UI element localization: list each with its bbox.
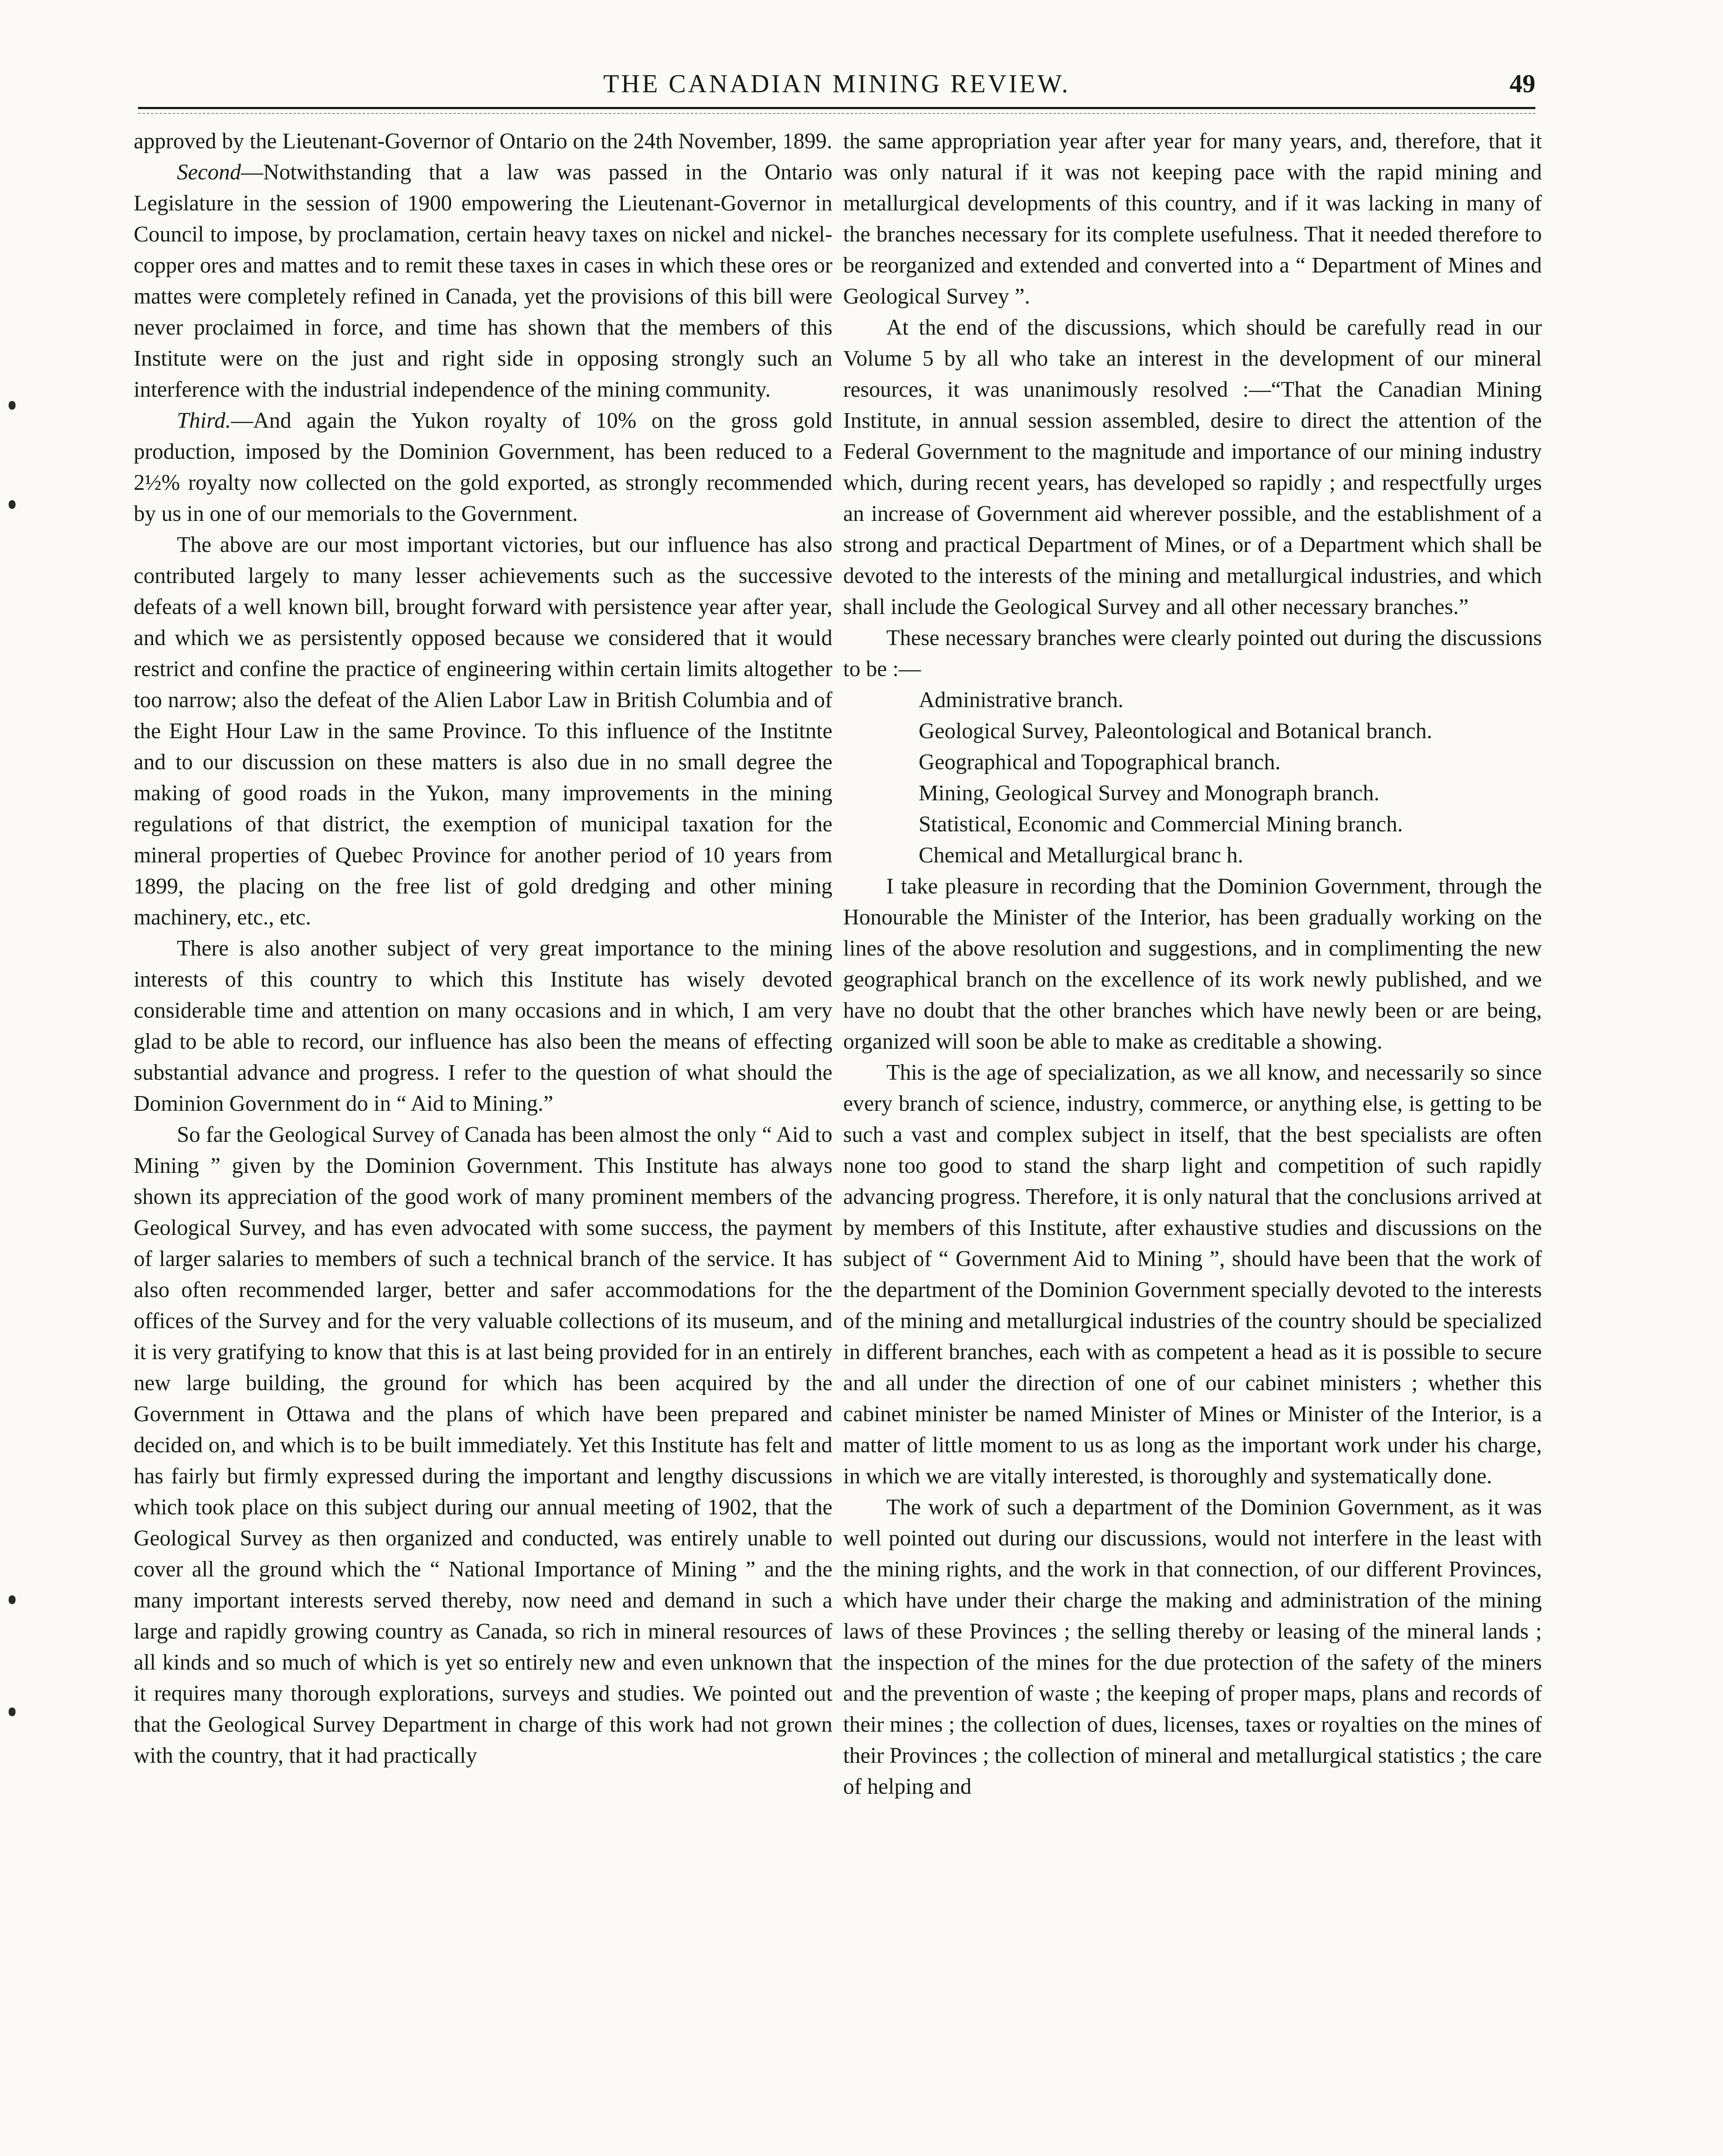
paragraph-text: —And again the Yukon royalty of 10% on the gross gold production, imposed by the Dominion Government, has been reduced to a 2½% royalty now collected on the gold exported, as strongly recommended by us in one of our memorials to the Government. [134, 408, 832, 526]
paragraph [134, 405, 832, 530]
right-column [843, 126, 1542, 1802]
paragraph: The work of such a department of the Dominion Government, as it was well pointed out during our discussions, would not interfere in the least with the mining rights, and the work in that connection, of our different Provinces, which have under their charge the making and administration of the mining laws of these Provinces ; the selling thereby or leasing of the mineral lands ; the inspection of the mines for the due protection of the safety of the miners and the prevention of waste ; the keeping of proper maps, plans and records of their mines ; the collection of dues, licenses, taxes or royalties on the mines of their Provinces ; the collection of mineral and metallurgical statistics ; the care of helping and [843, 1495, 1542, 1799]
branch-item: Geographical and Topographical branch. [919, 750, 1281, 774]
paragraph-text: —Notwithstanding that a law was passed in the Ontario Legislature in the session of 1900 empowering the Lieutenant-Governor in Council to impose, by proclamation, certain heavy taxes on nickel and nickel-copper ores and mattes and to remit these taxes in cases in which these ores or mattes were completely refined in Canada, yet the provisions of this bill were never proclaimed in force, and time has shown that the members of this Institute were on the just and right side in opposing strongly such an interference with the industrial independence of the mining community. [134, 160, 832, 402]
header-rule-thin [138, 113, 1535, 114]
margin-mark [9, 401, 16, 410]
paragraph: These necessary branches were clearly pointed out during the discussions to be :— [843, 626, 1542, 681]
branch-item: Chemical and Metallurgical branc h. [919, 843, 1243, 868]
paragraph-lead: Third. [177, 408, 231, 433]
margin-mark [9, 1708, 16, 1716]
branch-list [843, 685, 1542, 871]
branch-item: Statistical, Economic and Commercial Mining branch. [919, 812, 1403, 837]
paragraph: The above are our most important victories, but our influence has also contributed largely to many lesser achievements such as the successive defeats of a well known bill, brought forward with persistence year after year, and which we as persistently opposed because we considered that it would restrict and confine the practice of engineering within certain limits altogether too narrow; also the defeat of the Alien Labor Law in British Columbia and of the Eight Hour Law in the same Province. To this influence of the Institnte and to our discussion on these matters is also due in no small degree the making of good roads in the Yukon, many improvements in the mining regulations of that district, the exemption of municipal taxation for the mineral properties of Quebec Province for another period of 10 years from 1899, the placing on the free list of gold dredging and other mining machinery, etc., etc. [134, 533, 832, 930]
paragraph: This is the age of specialization, as we all know, and necessarily so since every branch of science, industry, commerce, or anything else, is getting to be such a vast and complex subject in itself, that the best specialists are often none too good to stand the sharp light and competition of such rapidly advancing progress. Therefore, it is only natural that the conclusions arrived at by members of this Institute, after exhaustive studies and discussions on the subject of “ Government Aid to Mining ”, should have been that the work of the department of the Dominion Government specially devoted to the interests of the mining and metallurgical industries of the country should be specialized in different branches, each with as competent a head as it is possible to secure and all under the direction of one of our cabinet ministers ; whether this cabinet minister be named Minister of Mines or Minister of the Interior, is a matter of little moment to us as long as the important work under his charge, in which we are vitally interested, is thoroughly and systematically done. [843, 1060, 1542, 1489]
margin-mark [9, 1595, 16, 1604]
header-rule [138, 107, 1535, 109]
paragraph-lead: Second [177, 160, 241, 185]
branch-item: Mining, Geological Survey and Monograph branch. [919, 781, 1380, 805]
paragraph: the same appropriation year after year for many years, and, therefore, that it was only natural if it was not keeping pace with the rapid mining and metallurgical developments of this country, and if it was lacking in many of the branches necessary for its complete usefulness. That it needed therefore to be reorganized and extended and converted into a “ Department of Mines and Geological Survey ”. [843, 129, 1542, 309]
left-column [134, 126, 832, 1771]
paragraph: There is also another subject of very great importance to the mining interests of this country to which this Institute has wisely devoted considerable time and attention on many occasions and in which, I am very glad to be able to record, our influence has also been the means of effecting substantial advance and progress. I refer to the question of what should the Dominion Government do in “ Aid to Mining.” [134, 936, 832, 1116]
paragraph: I take pleasure in recording that the Dominion Government, through the Honourable the Minister of the Interior, has been gradually working on the lines of the above resolution and suggestions, and in complimenting the new geographical branch on the excellence of its work newly published, and we have no doubt that the other branches which have newly been or are being, organized will soon be able to make as creditable a showing. [843, 874, 1542, 1054]
branch-item: Geological Survey, Paleontological and Botanical branch. [919, 719, 1432, 743]
branch-item: Administrative branch. [919, 688, 1124, 712]
paragraph: So far the Geological Survey of Canada has been almost the only “ Aid to Mining ” given by the Dominion Government. This Institute has always shown its appreciation of the good work of many prominent members of the Geological Survey, and has even advocated with some success, the payment of larger salaries to members of such a technical branch of the service. It has also often recommended larger, better and safer accommodations for the offices of the Survey and for the very valuable collections of its museum, and it is very gratifying to know that this is at last being provided for in an entirely new large building, the ground for which has been acquired by the Government in Ottawa and the plans of which have been prepared and decided on, and which is to be built immediately. Yet this Institute has felt and has fairly but firmly expressed during the important and lengthy discussions which took place on this subject during our annual meeting of 1902, that the Geological Survey as then organized and conducted, was entirely unable to cover all the ground which the “ National Importance of Mining ” and the many important interests served thereby, now need and demand in such a large and rapidly growing country as Canada, so rich in mineral resources of all kinds and so much of which is yet so entirely new and even unknown that it requires many thorough explorations, surveys and studies. We pointed out that the Geological Survey Department in charge of this work had not grown with the country, that it had practically [134, 1122, 832, 1768]
paragraph: At the end of the discussions, which should be carefully read in our Volume 5 by all who take an interest in the development of our mineral resources, it was unanimously resolved :—“That the Canadian Mining Institute, in annual session assembled, desire to direct the attention of the Federal Government to the magnitude and importance of our mining industry which, during recent years, has developed so rapidly ; and respectfully urges an increase of Government aid wherever possible, and the establishment of a strong and practical Department of Mines, or of a Department which shall be devoted to the interests of the mining and metallurgical industries, and which shall include the Geological Survey and all other necessary branches.” [843, 315, 1542, 619]
margin-mark [9, 500, 16, 509]
page-number: 49 [1510, 69, 1535, 98]
paragraph: approved by the Lieutenant-Governor of Ontario on the 24th November, 1899. [134, 129, 832, 154]
paragraph [134, 157, 832, 405]
journal-title: THE CANADIAN MINING REVIEW. [603, 69, 1070, 98]
page-header [138, 69, 1535, 108]
